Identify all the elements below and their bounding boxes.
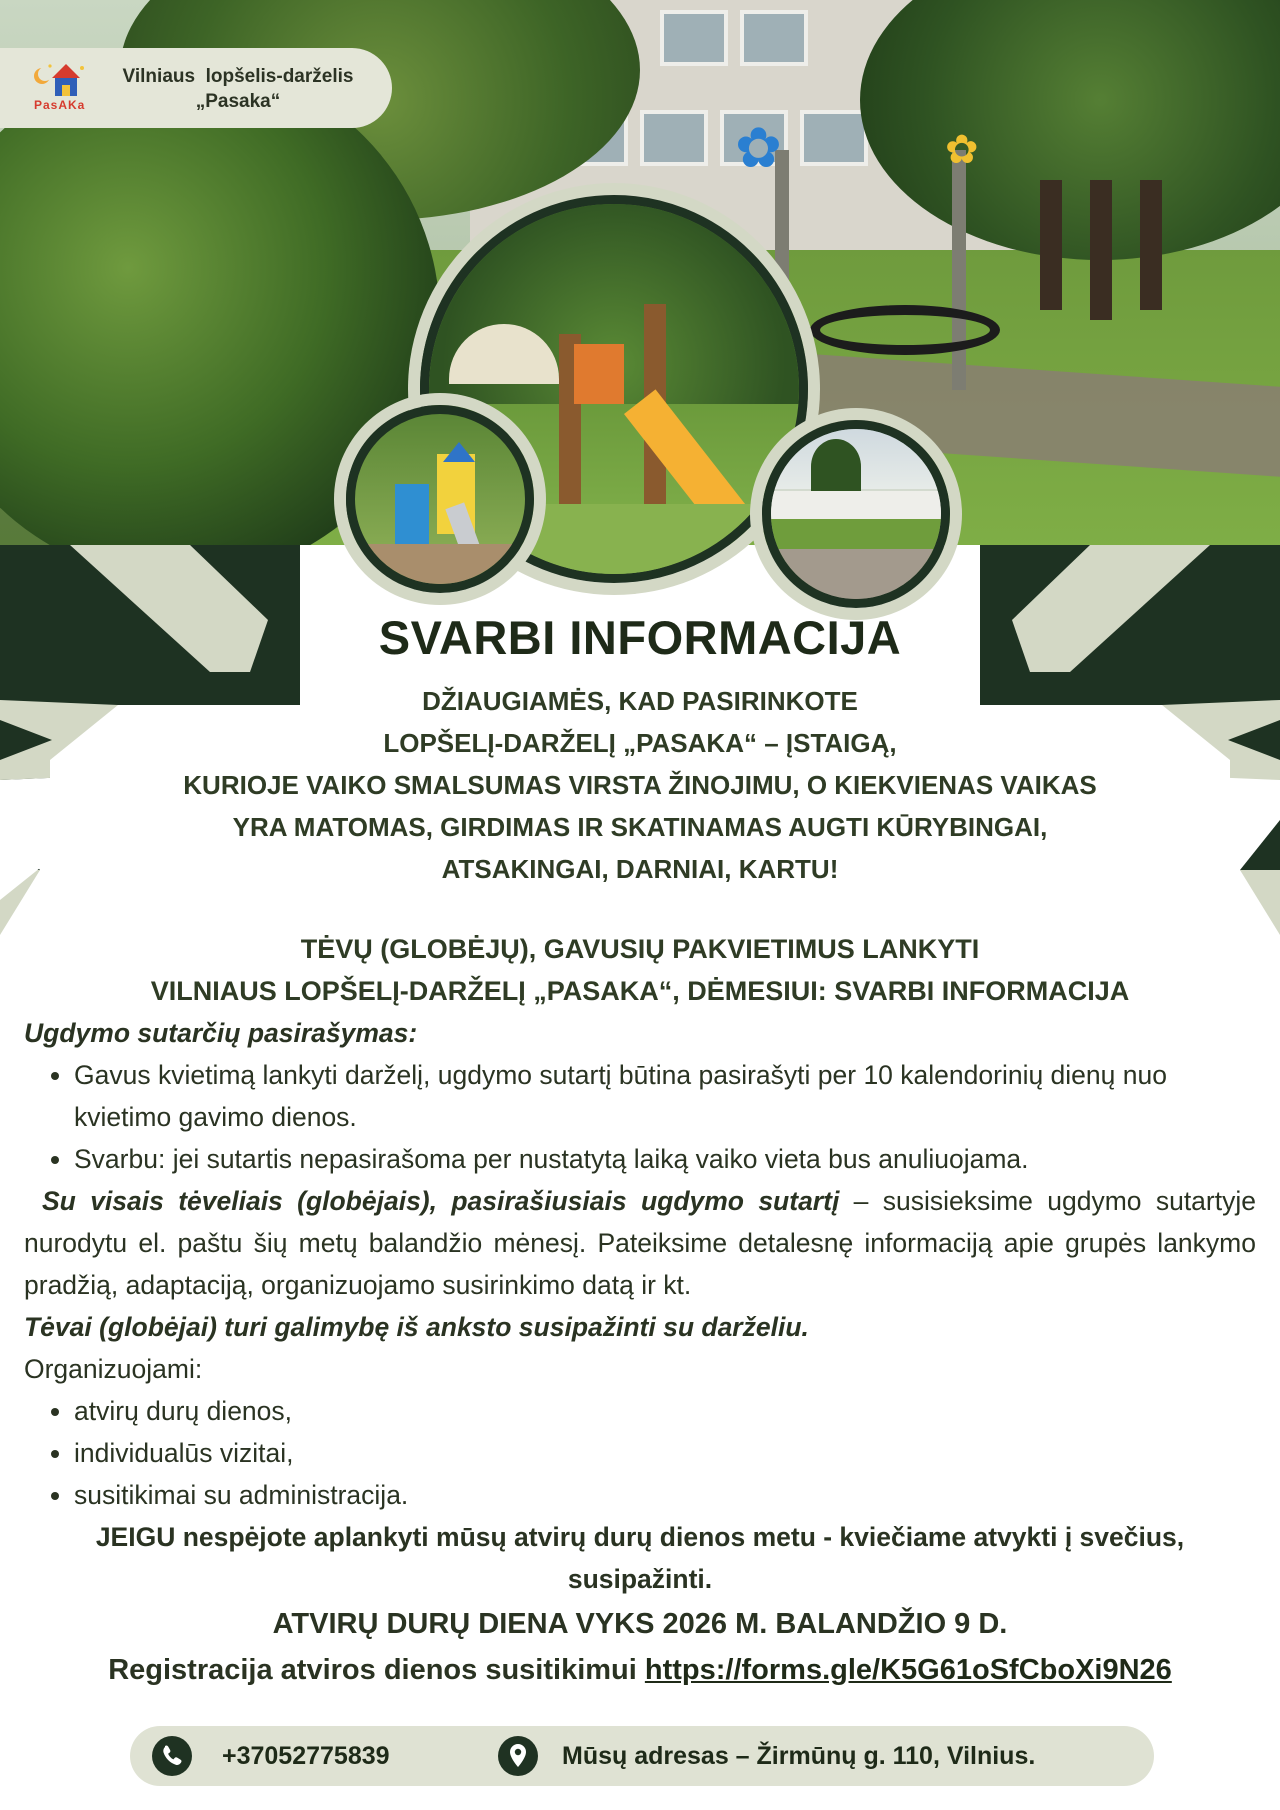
- page-title: SVARBI INFORMACIJA: [378, 611, 902, 664]
- list-item: • atvirų durų dienos,: [74, 1390, 1256, 1432]
- list-item: • susitikimai su administracija.: [74, 1474, 1256, 1516]
- phone-icon: [152, 1736, 192, 1776]
- phone-number[interactable]: +37052775839: [222, 1742, 390, 1770]
- intro-statement: DŽIAUGIAMĖS, KAD PASIRINKOTE LOPŠELĮ-DARŽELĮ „PASAKA“ – ĮSTAIGĄ, KURIOJE VAIKO SMALSUMAS VIRSTA ŽINOJIMU, O KIEKVIENAS VAIKAS YRA MATOMAS, GIRDIMAS IR SKATINAMAS AUGTI KŪRYBINGAI, ATSAKINGAI, DARNIAI, KARTU!: [183, 686, 1097, 884]
- registration-line: Registracija atviros dienos susitikimui https://forms.gle/K5G61oSfCboXi9N26: [108, 1654, 1172, 1686]
- organized-list: [24, 1390, 1256, 1516]
- visit-invitation: JEIGU nespėjote aplankyti mūsų atvirų durų dienos metu - kviečiame atvykti į svečius, susipažinti.: [95, 1522, 1185, 1594]
- logo-pill: [0, 48, 392, 128]
- list-item: • Svarbu: jei sutartis nepasirašoma per nustatytą laiką vaiko vieta bus anuliuojama.: [74, 1138, 1256, 1180]
- list-item: • individualūs vizitai,: [74, 1432, 1256, 1474]
- butterfly-yellow-icon: ✿: [945, 128, 979, 172]
- institution-name: Vilniaus lopšelis-darželis „Pasaka“: [122, 66, 354, 112]
- acquaint-heading: Tėvai (globėjai) turi galimybę iš anksto susipažinti su darželiu.: [24, 1312, 809, 1342]
- pasaka-logo-icon: [30, 58, 96, 118]
- address-text: Mūsų adresas – Žirmūnų g. 110, Vilnius.: [562, 1742, 1036, 1770]
- logo-wordmark: PasAKa: [34, 98, 86, 112]
- list-item: • Gavus kvietimą lankyti darželį, ugdymo sutartį būtina pasirašyti per 10 kalendorinių dienų nuo kvietimo gavimo dienos.: [74, 1054, 1256, 1138]
- information-body: [24, 1012, 1256, 1692]
- building-photo-circle: [762, 420, 950, 608]
- contracts-list: [24, 1054, 1256, 1180]
- registration-link[interactable]: https://forms.gle/K5G61oSfCboXi9N26: [644, 1654, 1172, 1686]
- organized-label: Organizuojami:: [24, 1354, 203, 1384]
- contact-bar: [130, 1726, 1154, 1786]
- map-pin-icon: [498, 1736, 538, 1776]
- parents-notice-heading: TĖVŲ (GLOBĖJŲ), GAVUSIŲ PAKVIETIMUS LANKYTI VILNIAUS LOPŠELĮ-DARŽELĮ „PASAKA“, DĖMESIUI: SVARBI INFORMACIJA: [150, 934, 1130, 1006]
- open-day-date: ATVIRŲ DURŲ DIENA VYKS 2026 M. BALANDŽIO 9 D.: [272, 1608, 1008, 1640]
- play-tower-photo-circle: [346, 405, 534, 593]
- signed-contracts-paragraph: Su visais tėveliais (globėjais), pasirašiusiais ugdymo sutartį – susisieksime ugdymo sutartyje nurodytu el. paštu šių metų balandžio mėnesį. Pateiksime detalesnę informaciją apie grupės lankymo pradžią, adaptaciją, organizuojamo susirinkimo datą ir kt.: [24, 1186, 1256, 1300]
- contracts-heading: Ugdymo sutarčių pasirašymas:: [24, 1018, 418, 1048]
- butterfly-blue-icon: ✿: [735, 116, 782, 179]
